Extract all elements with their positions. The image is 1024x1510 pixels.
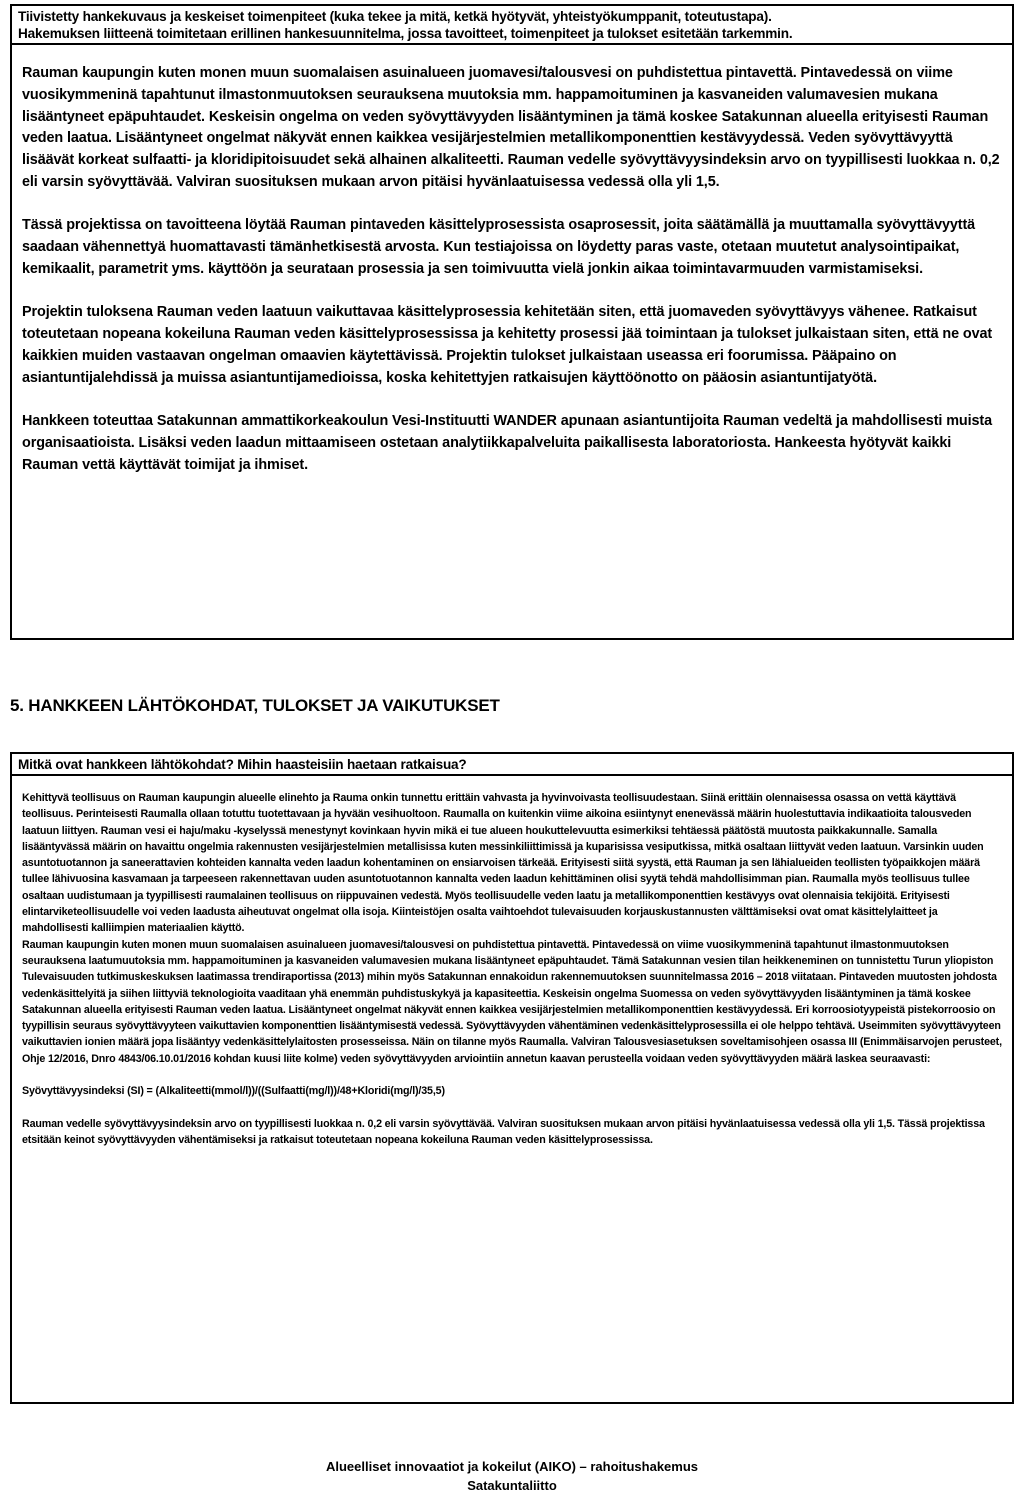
summary-paragraph: Rauman kaupungin kuten monen muun suomalaisen asuinalueen juomavesi/talousvesi on puhdistettua pintavettä. Pintavedessä on viime vuosikymmeninä tapahtunut ilmastonmuutoksen seurauksena muutoksia mm. happamoituminen ja kasvaneiden valumavesien mukana lisääntyneet epäpuhtaudet. Keskeisin ongelma on veden syövyttävyyden lisääntyminen ja tämä koskee Satakunnan alueella erityisesti Rauman veden laatua. Lisääntyneet ongelmat näkyvät ennen kaikkea vesijärjestelmien metallikomponenttien kestävyydessä. Veden syövyttävyyttä lisäävät korkeat sulfaatti- ja kloridipitoisuudet sekä alhainen alkaliteetti. Rauman vedelle syövyttävyysindeksin arvo on tyypillisesti luokkaa n. 0,2 eli varsin syövyttävää. Valviran suosituksen mukaan arvon pitäisi hyvänlaatuisessa vedessä olla yli 1,5. [22, 65, 1000, 190]
summary-paragraph: Projektin tuloksena Rauman veden laatuun vaikuttavaa käsittelyprosessia kehitetään siten, että juomaveden syövyttävyys vähenee. Ratkaisut toteutetaan nopeana kokeiluna Rauman veden käsittelyprosessissa ja kehitetty prosessi jää toimintaan ja tulokset julkaistaan siten, että ne ovat kaikkien muiden vastaavan ongelman omaavien käytettävissä. Projektin tulokset julkaistaan useassa eri foorumissa. Pääpaino on asiantuntijalehdissä ja muissa asiantuntijamedioissa, koska kehitettyjen ratkaisujen käyttöönotto on pääosin asiantuntijatyötä. [22, 304, 993, 386]
footer-line2: Satakuntaliitto [467, 1478, 557, 1493]
corrosion-formula: Syövyttävyysindeksi (SI) = (Alkaliteetti(mmol/l))/((Sulfaatti(mg/l))/48+Kloridi(mg/l)/35,5) [22, 1085, 445, 1098]
project-summary-header [12, 6, 1012, 45]
summary-paragraph: Tässä projektissa on tavoitteena löytää Rauman pintaveden käsittelyprosessista osaprosessit, joita säätämällä ja muuttamalla syövyttävyyttä saadaan vähennettyä huomattavasti tämänhetkisestä arvosta. Kun testiajoissa on löydetty paras vaste, otetaan muutetut analysointipaikat, kemikaalit, parametrit yms. käyttöön ja seurataan prosessia ja sen toimivuutta vielä jonkin aikaa toimintavarmuuden varmistamiseksi. [22, 217, 976, 277]
project-summary-box [10, 4, 1014, 640]
project-summary-header-line1: Tiivistetty hankekuvaus ja keskeiset toimenpiteet (kuka tekee ja mitä, ketkä hyötyvät, yhteistyökumppanit, toteutustapa). [18, 9, 772, 24]
starting-paragraph: Kehittyvä teollisuus on Rauman kaupungin alueelle elinehto ja Rauma onkin tunnettu erittäin vahvasta ja hyvinvoivasta teollisuudestaan. Siinä erittäin olennaisessa osassa on vettä käyttävä teollisuus. Perinteisesti Raumalla ollaan totuttu tuotettavaan ja hyvään vesihuoltoon. Raumalla on kuitenkin viime aikoina esiintynyt enenevässä määrin huolestuttavia indikaatioita talousveden laatuun liittyen. Rauman vesi ei haju/maku -kyselyssä menestynyt kovinkaan hyvin mikä ei tue alueen houkuttelevuutta esimerkiksi tehtäessä päätöstä muutosta paikkakunnalle. Samalla lisääntyvässä määrin on havaittu ongelmia rakennusten vesijärjestelmien metallisissa kuten messinkiliittimissä ja kuparisissa vesiputkissa, mitkä osaltaan liittyvät veden laatuun. Varsinkin uuden asuntotuotannon ja saneerattavien kohteiden kannalta veden laadun kohentaminen on ensiarvoisen tärkeää. Erityisesti siitä syystä, että Rauman ja sen lähialueiden teollisten työpaikkojen määrä tullee lähivuosina kasvamaan ja tarpeeseen rakennettavan uuden asuntotuotannon kannalta veden laadun kehittäminen olisi syytä tehdä mahdollisimman pian. Raumalla myös teollisuus tullee osaltaan uudistumaan ja tyypillisesti raumalainen teollisuus on riippuvainen vedestä. Myös teollisuudelle veden laatu ja metallikomponenttien kestävyys ovat olennaisia tekijöitä. Erityisesti elintarviketeollisuudelle voi veden laadusta aiheutuvat ongelmat olla isoja. Kiinteistöjen osalta vaihtoehdot tulevaisuuden korjauskustannusten välttämiseksi ovat omat käsittelylaitteet ja mahdollisesti kalliimpien materiaalien käyttö. [22, 792, 984, 935]
section-title: 5. HANKKEEN LÄHTÖKOHDAT, TULOKSET JA VAIKUTUKSET [10, 696, 500, 715]
page-footer [0, 1457, 1024, 1495]
starting-paragraph: Rauman vedelle syövyttävyysindeksin arvo on tyypillisesti luokkaa n. 0,2 eli varsin syövyttävää. Valviran suosituksen mukaan arvon pitäisi hyvänlaatuisessa vedessä olla yli 1,5. Tässä projektissa etsitään keinot syövyttävyyden vähentämiseksi ja ratkaisut toteutetaan nopeana kokeiluna Rauman veden käsittelyprosessissa. [22, 1117, 985, 1147]
project-summary-body [12, 45, 1012, 477]
starting-points-body [12, 776, 1012, 1149]
project-summary-header-line2: Hakemuksen liitteenä toimitetaan erillinen hankesuunnitelma, jossa tavoitteet, toimenpiteet ja tulokset esitetään tarkemmin. [18, 26, 793, 41]
footer-line1: Alueelliset innovaatiot ja kokeilut (AIKO) – rahoitushakemus [325, 1459, 699, 1474]
starting-points-header: Mitkä ovat hankkeen lähtökohdat? Mihin haasteisiin haetaan ratkaisua? [12, 754, 1012, 776]
starting-paragraph: Rauman kaupungin kuten monen muun suomalaisen asuinalueen juomavesi/talousvesi on puhdistettua pintavettä. Pintavedessä on viime vuosikymmeninä tapahtunut ilmastonmuutoksen seurauksena laatumuutoksia mm. happamoituminen ja kasvaneiden valumavesien mukana lisääntyneet epäpuhtaudet. Tämä Satakunnan vesien tilan heikkeneminen on tunnistettu Turun yliopiston Tulevaisuuden tutkimuskeskuksen laatimassa trendiraportissa (2013) mihin myös Satakunnan ennakoidun rakennemuutoksen suunnitelmassa 2016 – 2018 viitataan. Pintaveden muutosten johdosta vedenkäsittelyitä ja siihen liittyviä teknologioita vaaditaan yhä enemmän puhdistuskykyä ja kapasiteettia. Keskeisin ongelma Suomessa on veden syövyttävyyden lisääntyminen ja tämä koskee Satakunnan alueella erityisesti Rauman veden laatua. Lisääntyneet ongelmat näkyvät ennen kaikkea vesijärjestelmien metallikomponenttien kestävyydessä. Eri korroosiotyypeistä pistekorroosio on tyypillisin seuraus syövyttävyyteen vaikuttavien komponenttien lisääntymisestä vedessä. Syövyttävyyden vähentäminen vedenkäsittelyprosessilla ei ole helppo tehtävä. Useimmiten syövyttävyyteen vaikuttavien ionien määrä jopa lisääntyy vedenkäsittelylaitosten prosesseissa. Näin on tilanne myös Raumalla. Valviran Talousvesiasetuksen soveltamisohjeen osassa III (Enimmäisarvojen perusteet, Ohje 12/2016, Dnro 4843/06.10.01/2016 kohdan kuusi liite kolme) veden syövyttävyyden arviointiin annetun kaavan perusteella voidaan veden syövyttävyyden määrä laskea seuraavasti: [22, 938, 1002, 1065]
summary-paragraph: Hankkeen toteuttaa Satakunnan ammattikorkeakoulun Vesi-Instituutti WANDER apunaan asiantuntijoita Rauman vedeltä ja mahdollisesti muista organisaatioista. Lisäksi veden laadun mittaamiseen ostetaan analytiikkapalveluita paikallisesta laboratoriosta. Hankeesta hyötyvät kaikki Rauman vettä käyttävät toimijat ja ihmiset. [22, 413, 992, 473]
starting-points-box [10, 752, 1014, 1404]
